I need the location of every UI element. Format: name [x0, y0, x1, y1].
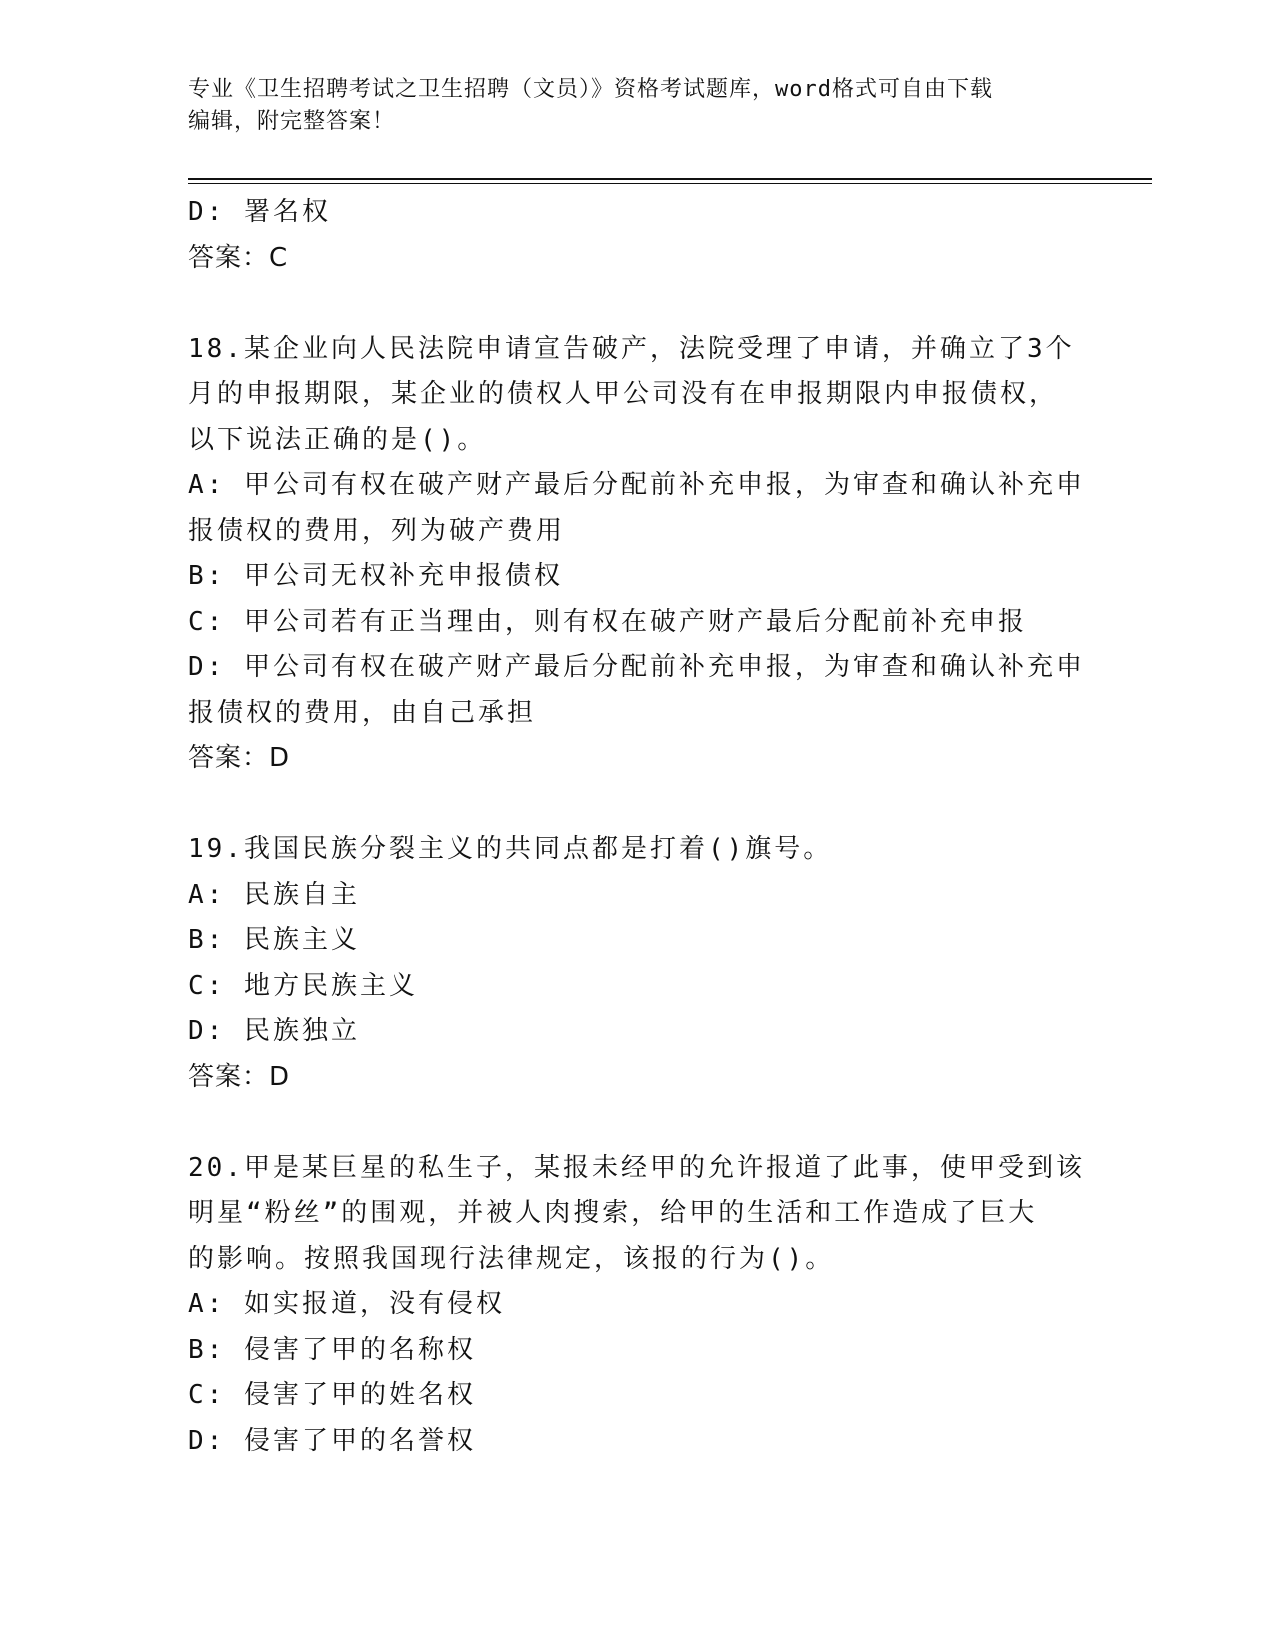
- question-19: [188, 827, 1088, 1100]
- q18-stem-line-3: 以下说法正确的是()。: [188, 424, 487, 455]
- document-header: [188, 74, 1088, 138]
- header-divider-thick: [188, 178, 1152, 180]
- q20-option-a: A: 如实报道，没有侵权: [188, 1289, 505, 1319]
- q19-option-c: C: 地方民族主义: [188, 970, 418, 1001]
- q19-option-a: A: 民族自主: [188, 879, 360, 910]
- q20-option-d: D: 侵害了甲的名誉权: [188, 1425, 476, 1456]
- q18-option-d-line-1: D: 甲公司有权在破产财产最后分配前补充申报，为审查和确认补充申: [188, 652, 1085, 682]
- question-18: [188, 327, 1088, 782]
- q17-option-d: D: 署名权: [188, 197, 331, 227]
- q18-answer: 答案：D: [188, 743, 291, 773]
- q20-stem-line-2: 明星“粉丝”的围观，并被人肉搜索，给甲的生活和工作造成了巨大: [188, 1198, 1038, 1228]
- q19-answer: 答案：D: [188, 1061, 291, 1092]
- question-17-tail: [188, 190, 1088, 281]
- header-line-1: 专业《卫生招聘考试之卫生招聘（文员）》资格考试题库，word格式可自由下载: [188, 77, 993, 102]
- q20-option-c: C: 侵害了甲的姓名权: [188, 1380, 476, 1410]
- header-divider-thin: [188, 183, 1152, 184]
- q18-option-d-line-2: 报债权的费用，由自己承担: [188, 697, 537, 728]
- q20-stem-line-1: 20.甲是某巨星的私生子，某报未经甲的允许报道了此事，使甲受到该: [188, 1152, 1085, 1183]
- q20-stem-line-3: 的影响。按照我国现行法律规定，该报的行为()。: [188, 1243, 835, 1274]
- spacer: [188, 782, 1088, 828]
- question-list: [188, 190, 1088, 1464]
- q17-answer: 答案：C: [188, 242, 289, 273]
- q20-option-b: B: 侵害了甲的名称权: [188, 1334, 476, 1365]
- spacer: [188, 1100, 1088, 1146]
- header-line-2: 编辑，附完整答案！: [188, 109, 396, 134]
- q18-option-c: C: 甲公司若有正当理由，则有权在破产财产最后分配前补充申报: [188, 606, 1027, 637]
- q18-option-a-line-2: 报债权的费用，列为破产费用: [188, 515, 566, 546]
- q19-stem: 19.我国民族分裂主义的共同点都是打着()旗号。: [188, 834, 833, 864]
- q19-option-d: D: 民族独立: [188, 1016, 360, 1046]
- q19-option-b: B: 民族主义: [188, 925, 360, 955]
- q18-stem-line-1: 18.某企业向人民法院申请宣告破产，法院受理了申请，并确立了3个: [188, 333, 1075, 364]
- q18-option-a-line-1: A: 甲公司有权在破产财产最后分配前补充申报，为审查和确认补充申: [188, 470, 1085, 500]
- q18-option-b: B: 甲公司无权补充申报债权: [188, 561, 563, 591]
- spacer: [188, 281, 1088, 327]
- q18-stem-line-2: 月的申报期限，某企业的债权人甲公司没有在申报期限内申报债权，: [188, 379, 1059, 409]
- question-20: [188, 1146, 1088, 1465]
